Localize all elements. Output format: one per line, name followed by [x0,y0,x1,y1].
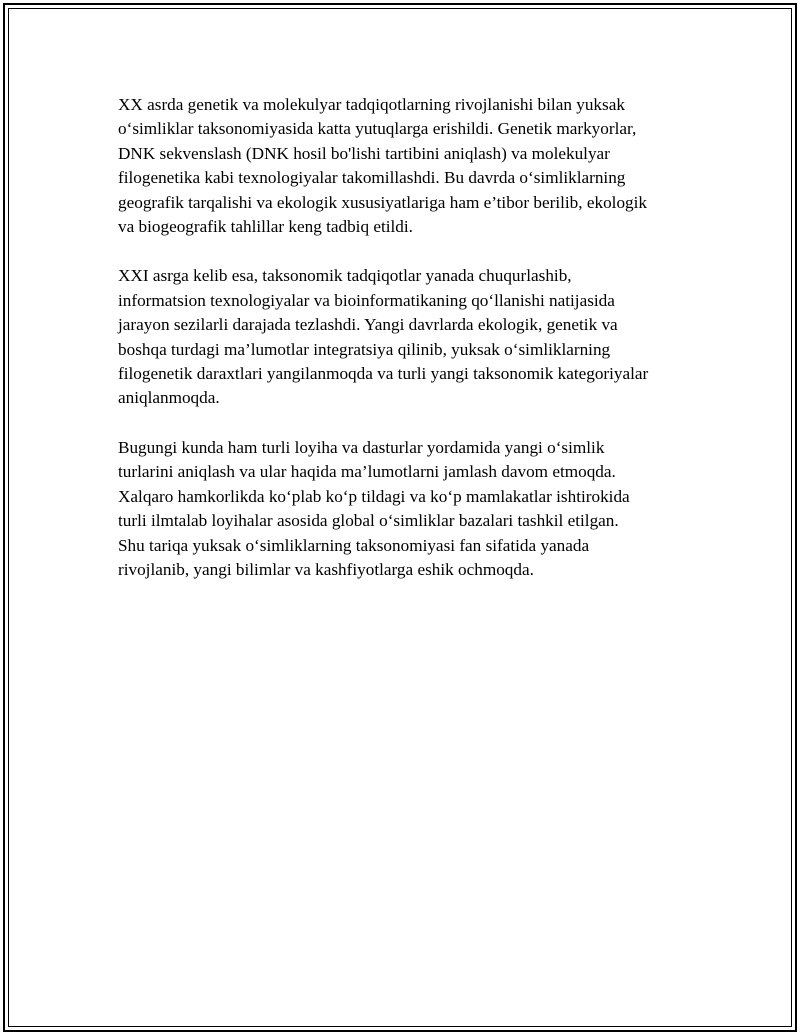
paragraph-1 [118,93,693,239]
text-line: XX asrda genetik va molekulyar tadqiqotlarning rivojlanishi bilan yuksak [118,95,625,114]
text-line: rivojlanib, yangi bilimlar va kashfiyotlarga eshik ochmoqda. [118,559,534,579]
text-line: filogenetik daraxtlari yangilanmoqda va turli yangi taksonomik kategoriyalar [118,364,649,384]
text-line: o‘simliklar taksonomiyasida katta yutuqlarga erishildi. Genetik markyorlar, [118,119,637,139]
text-line: aniqlanmoqda. [118,388,220,408]
text-line: geografik tarqalishi va ekologik xususiyatlariga ham e’tibor berilib, ekologik [118,192,648,212]
text-line: Xalqaro hamkorlikda ko‘plab ko‘p tildagi va ko‘p mamlakatlar ishtirokida [118,486,630,506]
text-line: jarayon sezilarli darajada tezlashdi. Yangi davrlarda ekologik, genetik va [118,315,618,335]
text-line: informatsion texnologiyalar va bioinformatikaning qo‘llanishi natijasida [118,290,615,310]
text-line: va biogeografik tahlillar keng tadbiq etildi. [118,217,413,237]
text-line: boshqa turdagi ma’lumotlar integratsiya qilinib, yuksak o‘simliklarning [118,339,611,359]
paragraph-3 [118,436,693,582]
text-line: Bugungi kunda ham turli loyiha va dasturlar yordamida yangi o‘simlik [118,437,605,457]
paragraph-2 [118,264,693,410]
text-line: turlarini aniqlash va ular haqida ma’lumotlarni jamlash davom etmoqda. [118,462,616,482]
text-line: DNK sekvenslash (DNK hosil bo'lishi tartibini aniqlash) va molekulyar [118,143,610,163]
document-body [118,93,693,607]
text-line: turli ilmtalab loyihalar asosida global o‘simliklar bazalari tashkil etilgan. [118,511,619,531]
text-line: filogenetika kabi texnologiyalar takomillashdi. Bu davrda o‘simliklarning [118,168,626,188]
text-line: XXI asrga kelib esa, taksonomik tadqiqotlar yanada chuqurlashib, [118,266,572,286]
text-line: Shu tariqa yuksak o‘simliklarning taksonomiyasi fan sifatida yanada [118,535,590,555]
